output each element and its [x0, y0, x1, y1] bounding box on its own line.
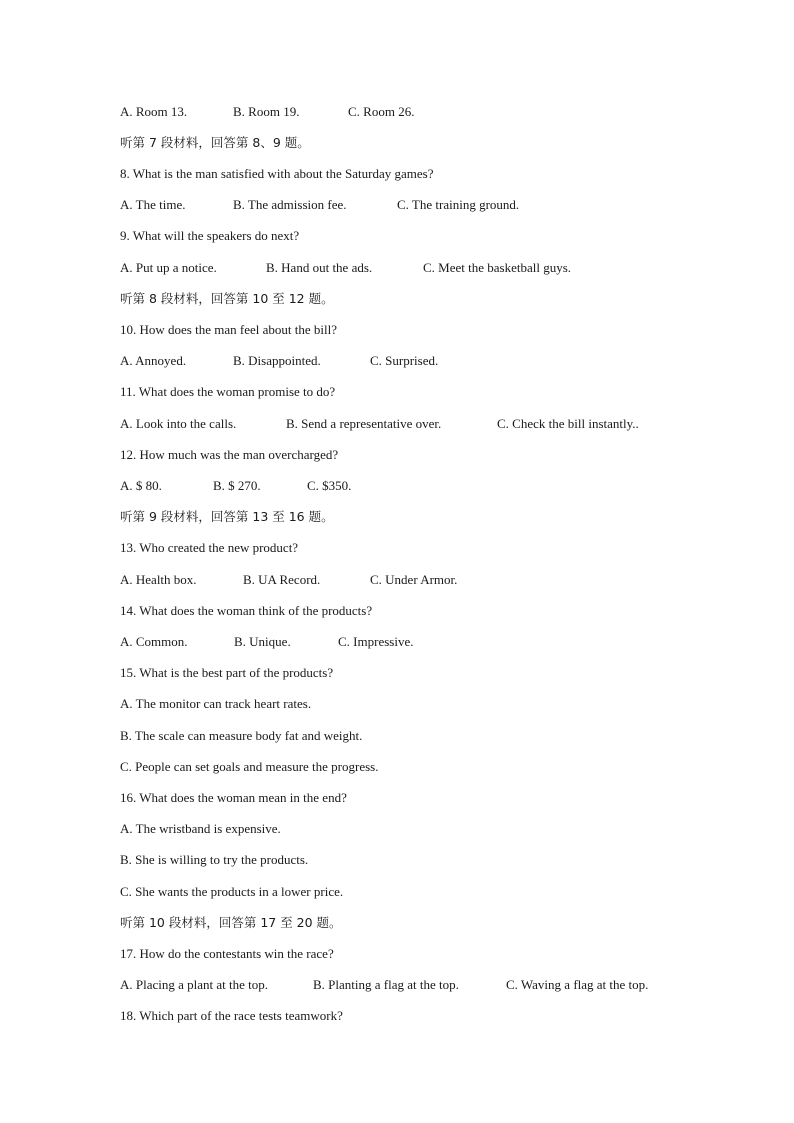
question-17: 17. How do the contestants win the race? [120, 946, 334, 961]
question-18: 18. Which part of the race tests teamwork? [120, 1008, 343, 1023]
section-heading: 听第 7 段材料，回答第 8、9 题。 [120, 135, 310, 150]
question-12: 12. How much was the man overcharged? [120, 447, 339, 462]
option-b: B. UA Record. [243, 572, 321, 587]
option-c: C. Surprised. [370, 353, 439, 368]
option-b: B. She is willing to try the products. [120, 852, 309, 867]
option-a: A. $ 80. [120, 478, 162, 493]
q8-options [120, 195, 754, 215]
question-15: 15. What is the best part of the products? [120, 665, 334, 680]
option-c: C. Room 26. [348, 104, 415, 119]
q12-options [120, 476, 754, 496]
option-a: A. Health box. [120, 572, 197, 587]
q14-options [120, 632, 754, 652]
question-9: 9. What will the speakers do next? [120, 228, 300, 243]
option-b: B. The scale can measure body fat and weight. [120, 728, 363, 743]
option-b: B. $ 270. [213, 478, 261, 493]
option-b: B. Planting a flag at the top. [313, 977, 459, 992]
question-8: 8. What is the man satisfied with about the Saturday games? [120, 166, 434, 181]
option-b: B. Send a representative over. [286, 416, 442, 431]
option-c: C. Check the bill instantly.. [497, 416, 639, 431]
q11-options [120, 414, 754, 434]
option-c: C. Waving a flag at the top. [506, 977, 649, 992]
option-a: A. Placing a plant at the top. [120, 977, 269, 992]
option-a: A. Look into the calls. [120, 416, 237, 431]
option-a: A. Room 13. [120, 104, 188, 119]
option-c: C. She wants the products in a lower price. [120, 884, 344, 899]
option-b: B. Room 19. [233, 104, 300, 119]
option-c: C. People can set goals and measure the progress. [120, 759, 379, 774]
q7-options [120, 102, 754, 122]
question-11: 11. What does the woman promise to do? [120, 384, 336, 399]
option-a: A. Put up a notice. [120, 260, 217, 275]
q13-options [120, 570, 754, 590]
section-heading: 听第 8 段材料，回答第 10 至 12 题。 [120, 291, 334, 306]
question-14: 14. What does the woman think of the products? [120, 603, 373, 618]
option-a: A. Annoyed. [120, 353, 187, 368]
q17-options [120, 975, 754, 995]
option-a: A. The wristband is expensive. [120, 821, 281, 836]
option-c: C. Under Armor. [370, 572, 458, 587]
option-c: C. $350. [307, 478, 352, 493]
option-c: C. The training ground. [397, 197, 520, 212]
q10-options [120, 351, 754, 371]
option-a: A. Common. [120, 634, 188, 649]
option-b: B. Unique. [234, 634, 291, 649]
question-13: 13. Who created the new product? [120, 540, 299, 555]
section-heading: 听第 10 段材料，回答第 17 至 20 题。 [120, 915, 342, 930]
option-c: C. Impressive. [338, 634, 414, 649]
question-16: 16. What does the woman mean in the end? [120, 790, 347, 805]
option-b: B. Hand out the ads. [266, 260, 373, 275]
question-10: 10. How does the man feel about the bill? [120, 322, 337, 337]
option-b: B. Disappointed. [233, 353, 321, 368]
option-c: C. Meet the basketball guys. [423, 260, 572, 275]
option-a: A. The time. [120, 197, 186, 212]
option-a: A. The monitor can track heart rates. [120, 696, 312, 711]
option-b: B. The admission fee. [233, 197, 347, 212]
section-heading: 听第 9 段材料，回答第 13 至 16 题。 [120, 509, 334, 524]
q9-options [120, 258, 754, 278]
